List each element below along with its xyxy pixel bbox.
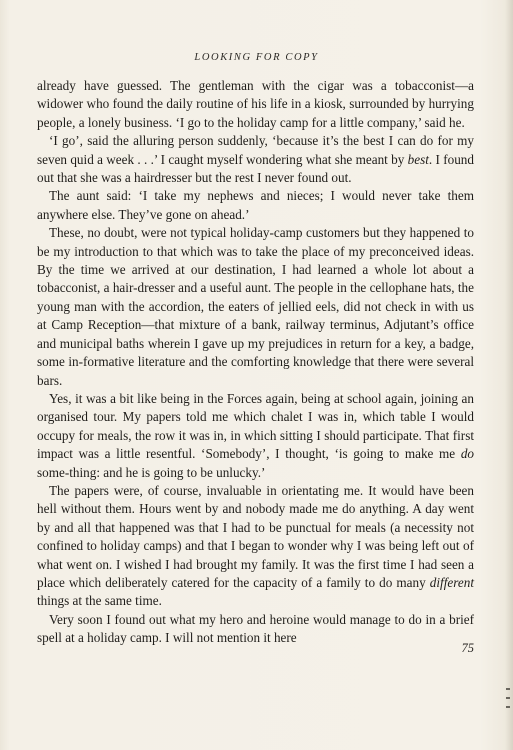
paragraph xyxy=(37,77,474,132)
text-run: The papers were, of course, invaluable in orientating me. It would have been hell without them. Hours went by and nobody made me do anything. A day went by and all that happened was that I had to be punctual for meals (a necessity not confined to holiday camps) and that I began to wonder why I was being left out of what went on. I wished I had brought my family. It was the first time I had seen a place which deliberately catered for the capacity of a family to do many xyxy=(37,482,474,590)
running-head: LOOKING FOR COPY xyxy=(194,52,319,63)
body-text xyxy=(37,77,474,648)
paragraph xyxy=(37,611,474,648)
italic-emphasis: different xyxy=(429,574,474,590)
text-run: Very soon I found out what my hero and heroine would manage to do in a brief spell at a holiday camp. I will not mention it here xyxy=(37,611,474,646)
text-run: ‘I go’, said the alluring person suddenly, ‘because it’s the best I can do for my seven quid a week . . .’ I caught myself wondering what she meant by xyxy=(37,133,474,167)
italic-emphasis: do xyxy=(460,446,474,462)
text-run: Yes, it was a bit like being in the Forces again, being at school again, joining an organised tour. My papers told me which chalet I was in, which table I would occupy for meals, the row it was in, in which sitting I should participate. That first impact was a little resentful. ‘Somebody’, I thought, ‘is going to make me xyxy=(37,390,474,462)
paragraph xyxy=(37,187,474,224)
gutter-mark xyxy=(506,706,510,708)
paragraph xyxy=(37,482,474,611)
italic-emphasis: best xyxy=(407,151,429,167)
paragraph xyxy=(37,224,474,390)
page-number: 75 xyxy=(461,641,474,655)
gutter-mark xyxy=(506,697,510,699)
text-run: some-thing: and he is going to be unlucky.’ xyxy=(37,464,266,480)
text-run: already have guessed. The gentleman with the cigar was a tobacconist—a widower who found the daily routine of his life in a kiosk, surrounded by hurrying people, a lonely business. ‘I go to the holiday camp for a little company,’ said he. xyxy=(37,78,474,130)
text-run: The aunt said: ‘I take my nephews and nieces; I would never take them anywhere else. They’ve gone on ahead.’ xyxy=(37,188,474,222)
paragraph xyxy=(37,132,474,187)
text-run: things at the same time. xyxy=(37,593,162,609)
text-run: These, no doubt, were not typical holiday-camp customers but they happened to be my introduction to that which was to take the place of my preconceived ideas. By the time we arrived at our destination, I had learned a whole lot about a tobacconist, a hair-dresser and a useful aunt. The people in the cellophane hats, the young man with the accordion, the eaters of jellied eels, did not check in with us at Camp Reception—that mixture of a bank, railway terminus, Adjutant’s office and municipal baths wherein I gave up my prejudices in return for a key, a badge, some in-formative literature and the comforting knowledge that there were several bars. xyxy=(37,225,474,388)
text-run: . I found out that she was a hairdresser but the rest I never found out. xyxy=(37,151,474,186)
gutter-mark xyxy=(506,688,510,690)
paragraph xyxy=(37,390,474,482)
